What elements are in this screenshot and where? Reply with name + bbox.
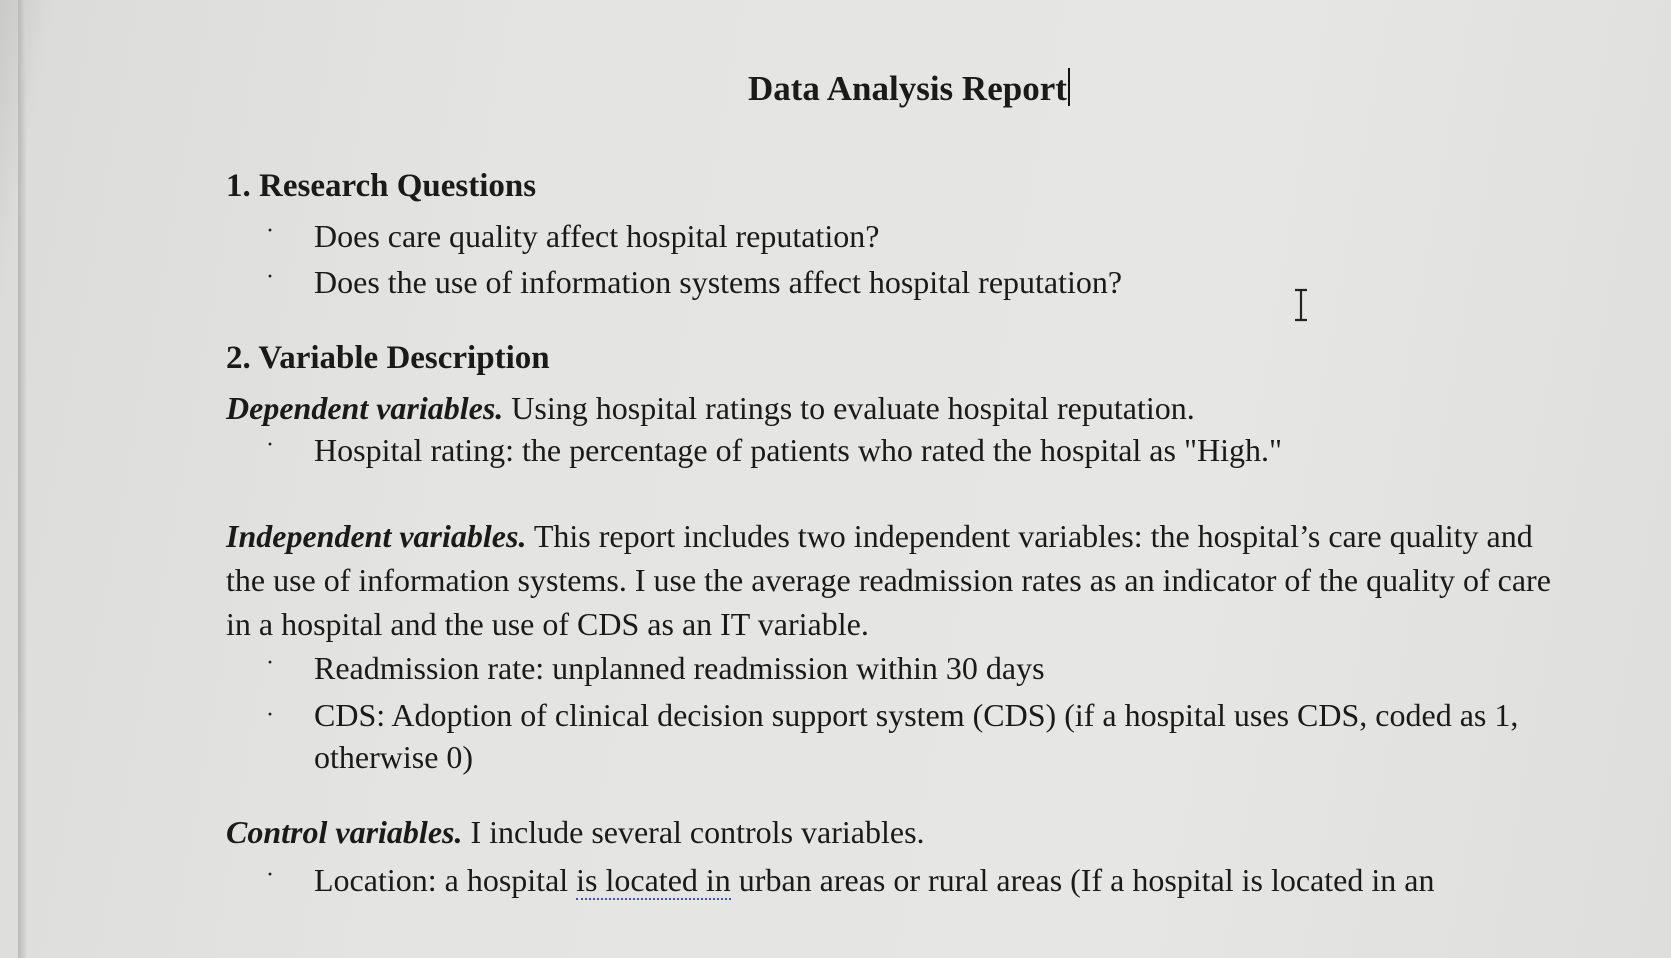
hospital-rating-item: Hospital rating: the percentage of patients who rated the hospital as "High." [314,432,1283,468]
section2-heading: 2. Variable Description [226,340,550,376]
bullet-dot: · [266,702,274,728]
bullet-dot: · [266,264,274,290]
spellcheck-underline-phrase[interactable]: is located in [576,862,731,898]
research-question-1: Does care quality affect hospital reputation? [314,218,880,254]
bullet-dot: · [266,862,274,888]
bullet-dot: · [266,432,274,458]
ibeam-cursor-icon [1292,288,1310,322]
location-item-part2: urban areas or rural areas (If a hospital is located in an [730,862,1435,898]
list-item [266,264,1123,301]
list-item [266,694,1519,778]
dependent-variables-paragraph [226,386,1566,430]
bullet-dot: · [266,650,274,676]
independent-variables-paragraph [226,514,1556,646]
document-page[interactable] [26,0,1671,958]
control-variables-lead: Control variables. [226,814,463,850]
independent-variables-lead: Independent variables. [226,518,527,554]
research-question-2: Does the use of information systems affect hospital reputation? [314,264,1123,300]
independent-variables-text: This report includes two independent variables: the hospital’s care quality and the use of information systems. I use the average readmission rates as an indicator of the quality of care in a hospital and the use of CDS as an IT variable. [226,518,1551,642]
control-variables-paragraph [226,810,1566,854]
readmission-rate-item: Readmission rate: unplanned readmission within 30 days [314,650,1045,686]
document-title[interactable]: Data Analysis Report [748,68,1070,109]
page-edge [18,0,26,958]
list-item [266,650,1045,687]
dependent-variables-text: Using hospital ratings to evaluate hospital reputation. [503,390,1195,426]
list-item [266,432,1283,469]
dependent-variables-lead: Dependent variables. [226,390,504,426]
section1-heading: 1. Research Questions [226,168,537,204]
list-item [266,862,1435,899]
control-variables-text: I include several controls variables. [462,814,925,850]
cds-item: CDS: Adoption of clinical decision support system (CDS) (if a hospital uses CDS, coded as 1, otherwise 0) [314,697,1519,775]
bullet-dot: · [266,218,274,244]
text-caret [1068,68,1070,106]
list-item [266,218,880,255]
location-item-part1: Location: a hospital [314,862,577,898]
